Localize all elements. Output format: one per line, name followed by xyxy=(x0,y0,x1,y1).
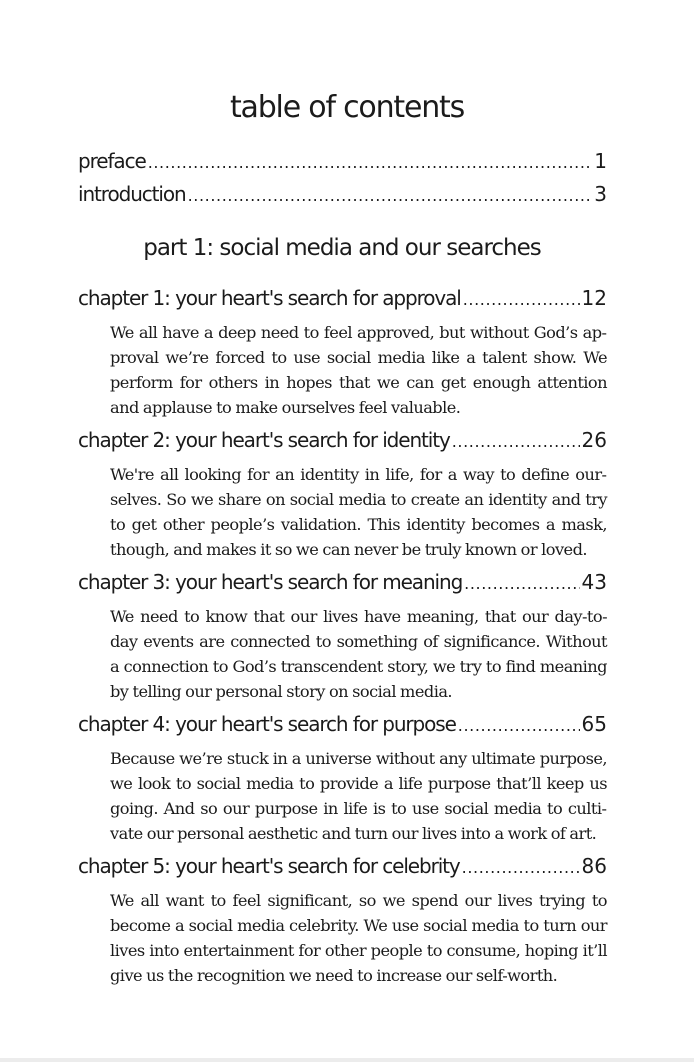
dot-leader xyxy=(464,570,579,598)
dot-leader xyxy=(463,286,580,314)
dot-leader xyxy=(458,712,580,740)
toc-entry-label: chapter 2: your heart's search for identity xyxy=(78,428,450,452)
chapter-1-summary: We all have a deep need to feel approved, but without God’s approval we’re forced to use social media like a talent show. We perform for others in hopes that we can get enough attention and applause to make ourselves feel valuable. xyxy=(110,323,607,417)
dot-leader xyxy=(188,182,593,210)
chapter-3-summary: We need to know that our lives have meaning, that our day-to-day events are connected to something of significance. Without a connection to God’s transcendent story, we try to find meaning by telling our personal story on social media. xyxy=(110,607,607,701)
part-heading: part 1: social media and our searches xyxy=(143,235,541,261)
toc-entry-page-number: 3 xyxy=(594,182,607,206)
dot-leader xyxy=(462,854,580,882)
toc-entry-label: chapter 4: your heart's search for purpose xyxy=(78,712,456,736)
toc-entry-chapter-2[interactable] xyxy=(78,426,607,456)
toc-entry-page-number: 86 xyxy=(581,854,607,878)
page-title: table of contents xyxy=(229,90,465,125)
dot-leader xyxy=(452,428,580,456)
toc-entry-page-number: 43 xyxy=(581,570,607,594)
toc-entry-label: preface xyxy=(78,149,146,173)
toc-entry-page-number: 65 xyxy=(581,712,607,736)
chapter-2-summary: We're all looking for an identity in life, for a way to define ourselves. So we share on social media to create an identity and try to get other people’s validation. This identity becomes a mask, though, and makes it so we can never be truly known or loved. xyxy=(110,465,607,559)
toc-entry-introduction[interactable] xyxy=(78,180,607,210)
toc-entry-label: chapter 3: your heart's search for meaning xyxy=(78,570,463,594)
dot-leader xyxy=(148,149,593,177)
toc-entry-chapter-1[interactable] xyxy=(78,284,607,314)
toc-entry-chapter-3[interactable] xyxy=(78,568,607,598)
toc-entry-chapter-4[interactable] xyxy=(78,710,607,740)
toc-entry-label: chapter 1: your heart's search for approval xyxy=(78,286,461,310)
toc-entry-label: introduction xyxy=(78,182,186,206)
page-bottom-edge xyxy=(0,1058,694,1062)
toc-entry-label: chapter 5: your heart's search for celebrity xyxy=(78,854,460,878)
toc-entry-page-number: 12 xyxy=(581,286,607,310)
toc-entry-page-number: 1 xyxy=(594,149,607,173)
chapter-4-summary: Because we’re stuck in a universe without any ultimate purpose, we look to social media to provide a life purpose that’ll keep us going. And so our purpose in life is to use social media to cultivate our personal aesthetic and turn our lives into a work of art. xyxy=(110,749,607,843)
toc-entry-chapter-5[interactable] xyxy=(78,852,607,882)
chapter-5-summary: We all want to feel significant, so we spend our lives trying to become a social media celebrity. We use social media to turn our lives into entertainment for other people to consume, hoping it’ll give us the recognition we need to increase our self-worth. xyxy=(110,891,607,985)
toc-entry-preface[interactable] xyxy=(78,147,607,177)
toc-entry-page-number: 26 xyxy=(581,428,607,452)
